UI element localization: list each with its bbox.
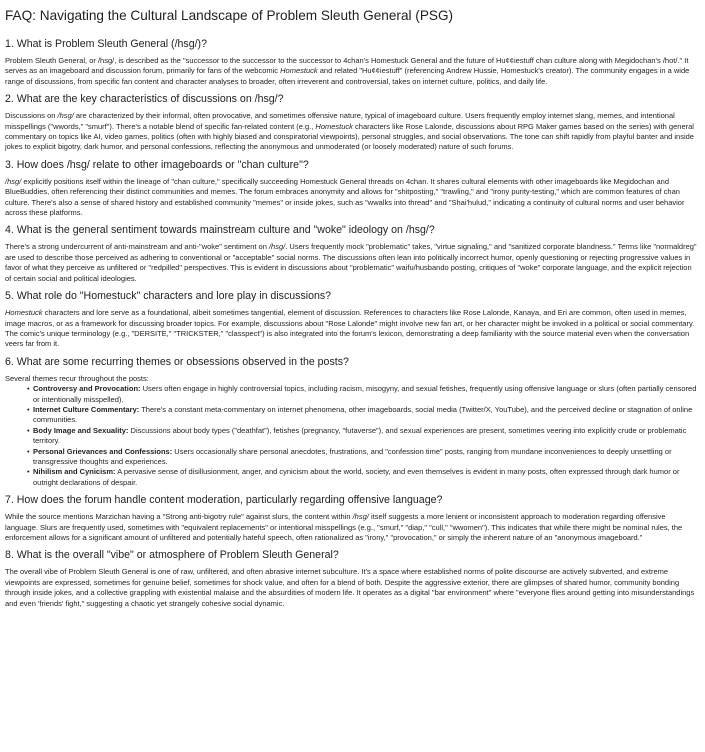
answer-text: and related "Hu¢¢iestuff" (referencing Andrew Hussie, Homestuck's creator). The community engages in a wide range of discussions, from specific fan content and character analyses to broader, often irreverent and controversial, takes on internet culture, politics, and daily life. — [5, 66, 690, 86]
faq-section — [5, 93, 699, 153]
faq-answer — [5, 56, 699, 87]
faq-question: 7. How does the forum handle content moderation, particularly regarding offensive language? — [5, 494, 443, 507]
theme-text: Users often engage in highly controversial topics, including racism, misogyny, and sexual fetishes, frequently using offensive language or slurs (often partially censored or intentionally misspelled). — [33, 384, 697, 404]
theme-text: A pervasive sense of disillusionment, anger, and cynicism about the world, society, and even themselves is evident in many posts, often expressed through dark humor or outright declarations of despair. — [33, 467, 680, 487]
italic-term: /hsg/ — [268, 242, 286, 252]
answer-text: characters and lore serve as a foundational, albeit sometimes tangential, element of discussion. References to characters like Rose Lalonde, Kanaya, and Eri are common, often used in memes, image macros, or as a framework for discussing broader topics. For example, discussions about "Rose Lalonde" might involve new fan art, or her character might be invoked in a political or social commentary. The comic's unique terminology (e.g., "DERSITE," "TRICKSTER," "classpect") is also integrated into the forum's lexicon, demonstrating a deep familiarity with the source material even when the conversation veers far from it. — [5, 308, 695, 349]
faq-question: 8. What is the overall "vibe" or atmosphere of Problem Sleuth General? — [5, 549, 339, 562]
page-title: FAQ: Navigating the Cultural Landscape of Problem Sleuth General (PSG) — [5, 8, 454, 23]
theme-text: Discussions about body types ("deathfat"), fetishes (pregnancy, "futaverse"), and sexual experiences are present, sometimes veering into explicitly crude or problematic territory. — [33, 425, 687, 446]
faq-question: 4. What is the general sentiment towards mainstream culture and "woke" ideology on /hsg/? — [5, 224, 435, 237]
faq-answer — [5, 242, 699, 284]
bullet-glyph: • — [27, 384, 30, 394]
faq-section — [5, 494, 699, 543]
italic-term: /hsg/ — [57, 111, 74, 121]
answer-text: There's a strong undercurrent of anti-mainstream and anti-"woke" sentiment on — [5, 242, 269, 252]
answer-text: are characterized by their informal, often provocative, and sometimes offensive nature, typical of imageboard culture. Users frequently employ internet slang, memes, and intentional misspellings ("wwords," "smurf"). There's a notable blend of specific fan-related content (e.g., — [5, 111, 675, 131]
faq-section — [5, 549, 699, 609]
answer-text: explicitly positions itself within the lineage of "chan culture," specifically succeeding Homestuck General threads on 4chan. It shares cultural elements with other imageboards like Megidochan and BlueBuddies, often referencing their distinct communities and memes. The forum embraces anonymity and allows for "shitposting," "trawling," and "irony purity-testing," which are common features of chan culture. There's also a sense of shared history and established community "memes" or inside jokes, such as "wwalks into thread" and "Shai'hulud," indicating a continuity of cultural norms and user behavior across these platforms. — [5, 176, 685, 218]
faq-answer — [5, 111, 699, 153]
theme-body — [29, 384, 699, 405]
theme-list-item — [5, 405, 699, 426]
bullet-glyph: • — [27, 404, 30, 414]
answer-text: . Users frequently mock "problematic" takes, "virtue signaling," and "sanitized corporate blandness." Terms like "normaldreg" are used to describe those perceived as adhering to conventional or "acceptable" social norms. The discussions often lean into politically incorrect humor, openly questioning or rejecting progressive values in favor of what they perceive as unfiltered or "redpilled" perspectives. This is evident in discussions about "problematic" waifu/husbando posting, critiques of "woke" corporate language, and the explicit rejection of certain social and political ideologies. — [5, 242, 697, 283]
theme-label: Body Image and Sexuality: — [33, 425, 129, 435]
faq-section — [5, 38, 699, 87]
theme-body — [29, 405, 699, 426]
answer-text: itself suggests a more lenient or inconsistent approach to moderation regarding offensive language. Slurs are frequently used, sometimes with "equivalent replacements" or intentional misspellings (e.g., "smurf," "diap," "cull," "wwomen"). This indicates that while there might be nominal rules, the enforcement allows for a significant amount of unfiltered and potentially hateful speech, often rationalized as "irony," "provocation," or simply the inherent nature of an "anonymous imageboard." — [5, 512, 683, 542]
answer-text: characters like Rose Lalonde, discussions about RPG Maker games based on the series) with general commentary on topics like AI, video games, politics (often with highly biased and conspiratorial viewpoints), personal struggles, and social observations. The tone can shift rapidly from playful banter and inside jokes to explicit bigotry, dark humor, and personal confessions, reflecting the anonymous and unmoderated (or loosely moderated) nature of such forums. — [5, 121, 694, 152]
answer-text: Discussions on — [5, 111, 58, 121]
faq-content — [5, 38, 699, 609]
faq-question: 1. What is Problem Sleuth General (/hsg/)? — [5, 38, 207, 50]
theme-list-item — [5, 447, 699, 468]
faq-question: 6. What are some recurring themes or obsessions observed in the posts? — [5, 355, 349, 368]
answer-text: While the source mentions Marzichan having a "Strong anti-bigotry rule" against slurs, the content within — [5, 512, 353, 522]
theme-label: Controversy and Provocation: — [33, 384, 141, 394]
faq-section — [5, 290, 699, 350]
theme-body — [29, 467, 699, 488]
italic-term: Homestuck — [280, 66, 318, 76]
faq-answer — [5, 567, 699, 609]
theme-text: Users occasionally share personal anecdotes, frustrations, and "confession time" posts, ranging from mundane inconveniences to deeply unsettling or transgressive thoughts and experiences. — [33, 446, 672, 466]
theme-body — [29, 447, 699, 468]
faq-answer — [5, 512, 699, 543]
italic-term: /hsg/ — [5, 176, 22, 186]
bullet-glyph: • — [27, 446, 30, 456]
faq-section — [5, 224, 699, 284]
theme-list-item — [5, 426, 699, 447]
theme-text: There's a constant meta-commentary on internet phenomena, other imageboards, social media (Twitter/X, YouTube), and the perceived decline or stagnation of online communities. — [33, 404, 693, 425]
italic-term: Homestuck — [315, 121, 353, 131]
theme-list-item — [5, 384, 699, 405]
faq-section — [5, 159, 699, 219]
answer-text: Problem Sleuth General, or /hsg/, is described as the "successor to the successor to the successor to 4chan's Homestuck General and the future of Hu¢¢iestuff chan culture along with Megidochan's /hot/." It serves as an imageboard and discussion forum, primarily for fans of the webcomic — [5, 56, 689, 76]
faq-answer — [5, 308, 699, 350]
theme-body — [29, 426, 699, 447]
italic-term: /hsg/ — [352, 512, 369, 522]
faq-section — [5, 356, 699, 488]
theme-label: Internet Culture Commentary: — [33, 404, 140, 414]
theme-label: Personal Grievances and Confessions: — [33, 446, 173, 456]
bullet-glyph: • — [27, 425, 30, 435]
faq-question: 2. What are the key characteristics of discussions on /hsg/? — [5, 93, 284, 106]
theme-list — [5, 384, 699, 488]
bullet-glyph: • — [27, 467, 30, 477]
theme-label: Nihilism and Cynicism: — [33, 467, 116, 477]
faq-answer — [5, 177, 699, 219]
theme-list-item — [5, 467, 699, 488]
faq-intro: Several themes recur throughout the posts: — [5, 373, 149, 383]
italic-term: Homestuck — [5, 308, 43, 318]
faq-question: 5. What role do "Homestuck" characters and lore play in discussions? — [5, 290, 332, 303]
answer-text: The overall vibe of Problem Sleuth General is one of raw, unfiltered, and often abrasive internet subculture. It's a space where established norms of polite discourse are actively subverted, and extreme viewpoints are expressed, sometimes for genuine belief, sometimes for shock value, and often for a blend of both. Despite the aggressive exterior, there are glimpses of shared humor, community bonding through inside jokes, and a collective grappling with existential malaise and the absurdities of modern life. It operates as a digital "bar environment" where "everyone flies around getting into misunderstandings and even 'friends' fight," suggesting a chaotic yet strangely cohesive social dynamic. — [5, 567, 695, 608]
faq-question: 3. How does /hsg/ relate to other imageboards or "chan culture"? — [5, 158, 309, 171]
